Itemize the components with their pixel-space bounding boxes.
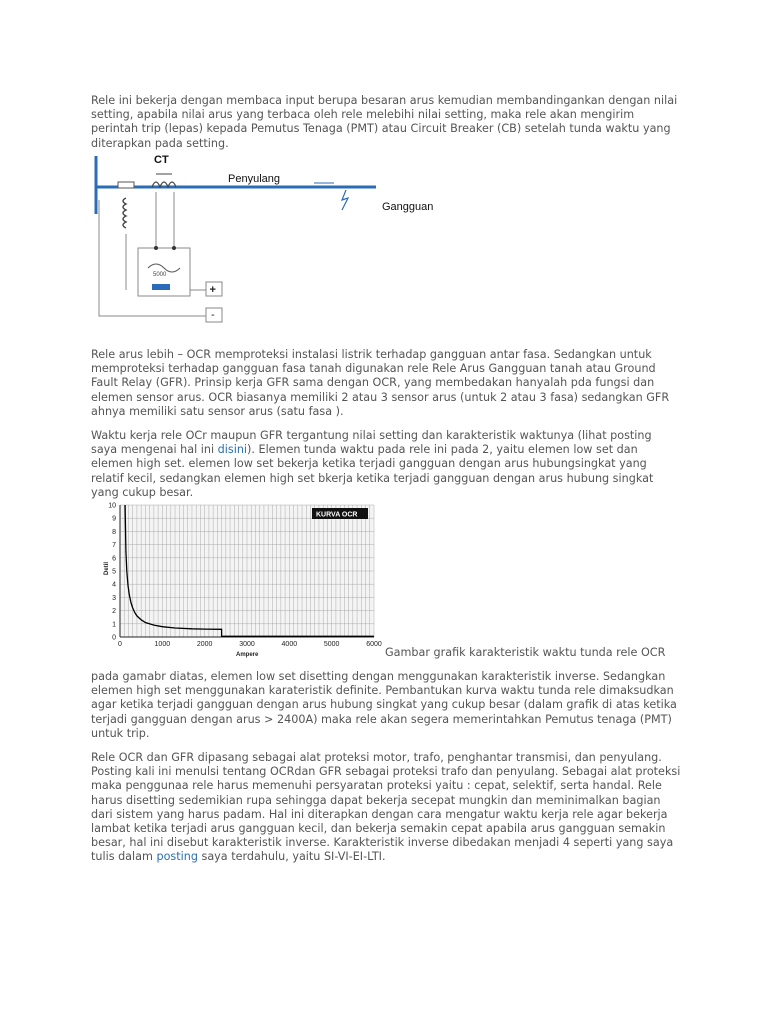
x-tick-label: 3000 [239, 641, 255, 648]
x-axis-label: Ampere [236, 652, 259, 658]
x-tick-label: 6000 [366, 641, 382, 648]
chart-caption: Gambar grafik karakteristik waktu tunda rele OCR [385, 646, 666, 659]
fault-symbol [342, 190, 348, 210]
ocr-curve-chart [98, 497, 384, 659]
y-tick-label: 2 [112, 608, 116, 616]
x-tick-label: 2000 [196, 641, 213, 648]
feeder-label: Penyulang [228, 173, 280, 185]
x-tick-label: 5000 [323, 641, 340, 648]
chart-grid [120, 505, 374, 637]
y-tick-label: 1 [112, 621, 116, 629]
x-tick-label: 4000 [281, 641, 298, 648]
ct-label: CT [154, 154, 169, 166]
plus-label: + [209, 284, 216, 296]
y-tick-label: 3 [112, 594, 116, 602]
y-tick-label: 8 [112, 528, 116, 536]
p5-text-end: saya terdahulu, yaitu SI-VI-EI-LTI. [197, 850, 386, 864]
paragraph-application [91, 751, 681, 865]
relay-contact [152, 284, 170, 290]
paragraph-time-setting [91, 429, 681, 500]
circuit-breaker [118, 182, 134, 188]
y-axis-label: Detil [104, 561, 110, 575]
fault-label: Gangguan [382, 201, 434, 213]
disini-link[interactable]: disini [217, 443, 248, 457]
paragraph-curve-explanation: pada gamabr diatas, elemen low set disetting dengan menggunakan karakteristik inverse. Sedangkan elemen high set menggunakan karateristik definite. Pembantukan kurva waktu tunda rele dimaksudkan agar ketika terjadi gangguan dengan arus hubung singkat yang cukup besar (dalam grafik di atas ketika terjadi gangguan dengan arus > 2400A) maka rele akan segera memerintahkan Pemutus tenaga (PMT) untuk trip. [91, 670, 677, 740]
y-tick-label: 5 [112, 568, 116, 576]
ocr-circuit-diagram [90, 150, 450, 330]
y-tick-label: 6 [112, 555, 116, 563]
chart-title: KURVA OCR [316, 511, 358, 519]
relay-label: 5000 [153, 272, 167, 278]
y-tick-label: 10 [108, 502, 116, 510]
y-tick-label: 0 [112, 634, 116, 642]
p3-text-start: Waktu kerja rele OCr maupun GFR tergantung nilai setting dan karakteristik waktunya (lihat posting saya mengenai hal ini [91, 429, 652, 457]
y-tick-label: 4 [112, 581, 116, 589]
paragraph-ocr-gfr: Rele arus lebih – OCR memproteksi instalasi listrik terhadap gangguan antar fasa. Sedangkan untuk memproteksi terhadap gangguan fasa tanah digunakan rele Rele Arus Gangguan tanah atau Ground Fault Relay (GFR). Prinsip kerja GFR sama dengan OCR, yang membedakan hanyalah pda fungsi dan elemen sensor arus. OCR biasanya memiliki 2 atau 3 sensor arus (untuk 2 atau 3 fasa) sedangkan GFR ahnya memiliki satu sensor arus (satu fasa ). [91, 348, 670, 418]
trip-coil [123, 198, 126, 228]
x-tick-label: 0 [118, 641, 122, 648]
minus-label: - [211, 309, 215, 321]
p3-text-end: ). Elemen tunda waktu pada rele ini pada 2, yaitu elemen low set dan elemen high set. elemen low set bekerja ketika terjadi gangguan dengan arus hubungsingkat yang relatif kecil, sedangkan elemen high set bkerja ketika terjadi gangguan dengan arus hubung singkat yang cukup besar. [91, 443, 654, 499]
y-tick-label: 9 [112, 515, 116, 523]
y-tick-label: 7 [112, 542, 116, 550]
p5-text-start: Rele OCR dan GFR dipasang sebagai alat proteksi motor, trafo, penghantar transmisi, dan penyulang. Posting kali ini menulsi tentang OCRdan GFR sebagai proteksi trafo dan penyulang. Sebagai alat proteksi maka penggunaa rele harus memenuhi persyaratan proteksi yaitu : cepat, selektif, serta handal. Rele harus disetting sedemikian rupa sehingga dapat bekerja secepat mungkin dan meminimalkan bagian dari sistem yang harus padam. Hal ini diterapkan dengan cara mengatur waktu kerja rele agar bekerja lambat ketika terjadi arus gangguan kecil, dan bekerja semakin cepat apabila arus gangguan semakin besar, hal ini disebut karakteristik inverse. Karakteristik inverse dibedakan menjadi 4 seperti yang saya tulis dalam [91, 751, 681, 864]
paragraph-intro: Rele ini bekerja dengan membaca input berupa besaran arus kemudian membandingankan dengan nilai setting, apabila nilai arus yang terbaca oleh rele melebihi nilai setting, maka rele akan mengirim perintah trip (lepas) kepada Pemutus Tenaga (PMT) atau Circuit Breaker (CB) setelah tunda waktu yang diterapkan pada setting. [91, 94, 678, 150]
x-tick-label: 1000 [154, 641, 171, 648]
posting-link[interactable]: posting [156, 850, 198, 864]
